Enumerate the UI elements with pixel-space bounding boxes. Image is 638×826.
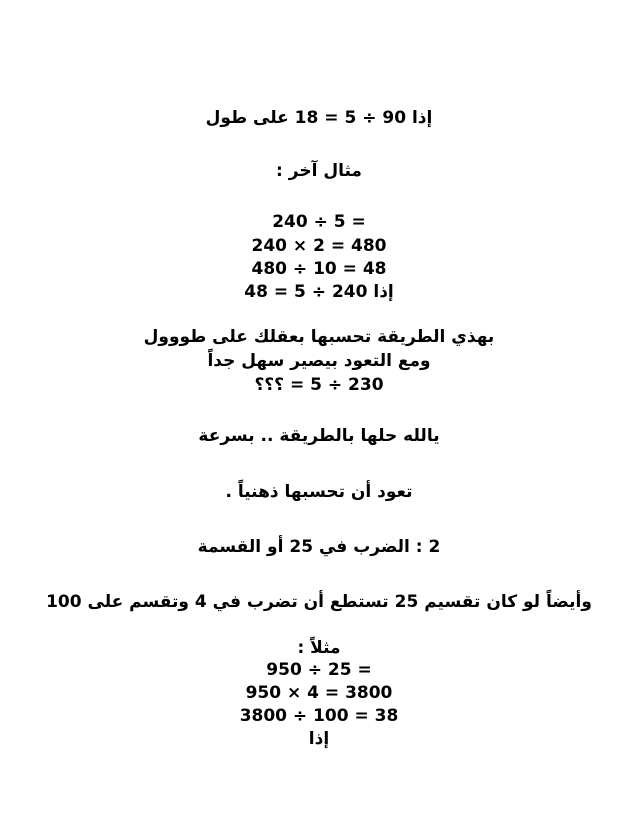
equation-line-8: 3800 ÷ 100 = 38: [239, 706, 399, 726]
equation-line-5: 230 ÷ 5 = ؟؟؟: [254, 375, 384, 395]
text-line-2: مثال آخر :: [276, 161, 362, 181]
section-heading: 2 : الضرب في 25 أو القسمة: [197, 537, 441, 557]
text-line-8: مثلاً :: [297, 638, 341, 658]
text-line-7: وأيضاً لو كان تقسيم 25 تستطع أن تضرب في 4 وتقسم على 100: [46, 592, 592, 612]
equation-line-2: 240 × 2 = 480: [251, 236, 387, 256]
equation-line-6: 950 ÷ 25 =: [266, 660, 372, 680]
equation-line-3: 480 ÷ 10 = 48: [251, 259, 387, 279]
text-line-5: يالله حلها بالطريقة .. بسرعة: [198, 426, 440, 446]
text-line-6: تعود أن تحسبها ذهنياً .: [225, 482, 413, 502]
text-line-4: ومع التعود بيصير سهل جداً: [207, 351, 431, 371]
text-line-9: إذا: [308, 729, 330, 749]
equation-line-7: 950 × 4 = 3800: [245, 683, 393, 703]
text-line-1: إذا 90 ÷ 5 = 18 على طول: [205, 108, 433, 128]
equation-line-4: إذا 240 ÷ 5 = 48: [244, 282, 394, 302]
text-line-3: بهذي الطريقة تحسبها بعقلك على طووول: [143, 327, 495, 347]
equation-line-1: 240 ÷ 5 =: [272, 212, 366, 232]
